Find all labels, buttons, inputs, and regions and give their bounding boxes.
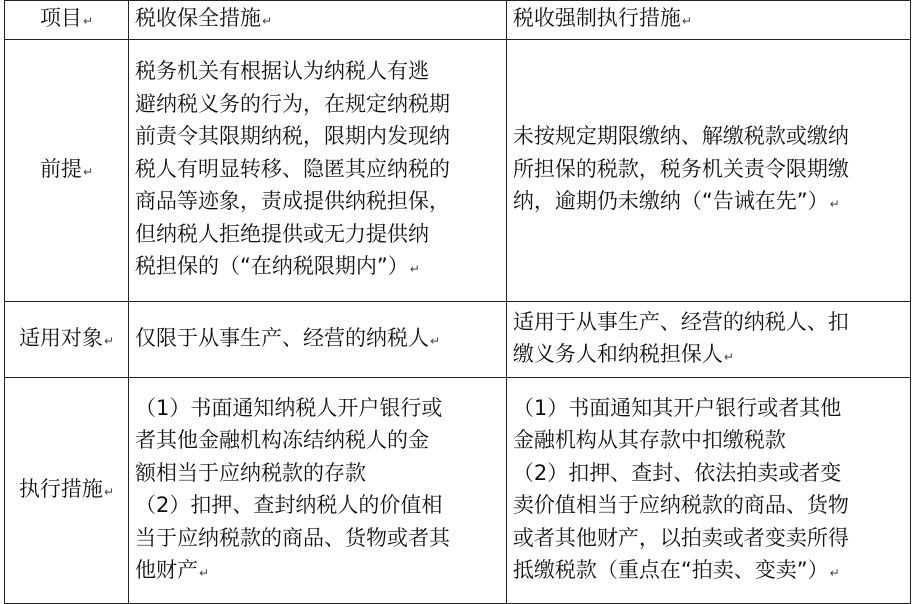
enforcement-cell	[506, 378, 910, 604]
cell-text-line: 仅限于从事生产、经营的纳税人↵	[134, 325, 441, 350]
cell-text-line: 他财产↵	[134, 558, 210, 582]
preservation-cell	[128, 378, 506, 604]
cell-text-line: 避纳税义务的行为，在规定纳税期	[134, 91, 450, 116]
cell-text-line: 所担保的税款，税务机关责令限期缴	[512, 156, 849, 181]
cell-text-line: 卖价值相当于应纳税款的商品、货物	[512, 493, 849, 517]
header-enforcement: 税收强制执行措施↵	[506, 1, 910, 40]
row-item-label: 执行措施↵	[5, 378, 129, 604]
cell-text-line: 缴义务人和纳税担保人↵	[512, 342, 734, 366]
cell-text-line: 纳，逾期仍未缴纳（“告诫在先”）↵	[512, 189, 840, 214]
cell-text-line: （2）扣押、查封、依法拍卖或者变	[512, 460, 842, 485]
cell-text-line: 额相当于应纳税款的存款	[134, 460, 366, 485]
cell-text-line: 者其他金融机构冻结纳税人的金	[134, 428, 429, 452]
header-item: 项目↵	[5, 1, 129, 40]
cell-text-line: 当于应纳税款的商品、货物或者其	[134, 525, 450, 550]
cell-text-line: 税务机关有根据认为纳税人有逃	[134, 59, 429, 84]
cell-text-line: 或者其他财产，以拍卖或者变卖所得	[512, 525, 849, 550]
comparison-table	[4, 0, 911, 604]
cell-text-line: 前责令其限期纳税，限期内发现纳	[134, 124, 450, 149]
cell-text-line: 未按规定期限缴纳、解缴税款或缴纳	[512, 124, 849, 149]
row-item-label: 前提↵	[5, 40, 129, 302]
cell-text-line: 税人有明显转移、隐匿其应纳税的	[134, 156, 450, 181]
cell-text-line: 适用于从事生产、经营的纳税人、扣	[512, 309, 849, 334]
table-row	[5, 302, 911, 378]
preservation-cell	[128, 40, 506, 302]
cell-text-line: （1）书面通知其开户银行或者其他	[512, 395, 842, 420]
cell-text-line: 抵缴税款（重点在“拍卖、变卖”）↵	[512, 558, 840, 582]
cell-text-line: 税担保的（“在纳税限期内”）↵	[134, 254, 420, 279]
table-row	[5, 378, 911, 604]
header-row	[5, 1, 911, 40]
preservation-cell	[128, 302, 506, 378]
row-item-label: 适用对象↵	[5, 302, 129, 378]
cell-text-line: 金融机构从其存款中扣缴税款	[512, 428, 786, 452]
cell-text-line: 但纳税人拒绝提供或无力提供纳	[134, 221, 429, 246]
enforcement-cell	[506, 302, 910, 378]
enforcement-cell	[506, 40, 910, 302]
header-preservation: 税收保全措施↵	[128, 1, 506, 40]
cell-text-line: 商品等迹象，责成提供纳税担保，	[134, 189, 450, 214]
table-row	[5, 40, 911, 302]
cell-text-line: （1）书面通知纳税人开户银行或	[134, 395, 443, 420]
cell-text-line: （2）扣押、查封纳税人的价值相	[134, 493, 443, 517]
